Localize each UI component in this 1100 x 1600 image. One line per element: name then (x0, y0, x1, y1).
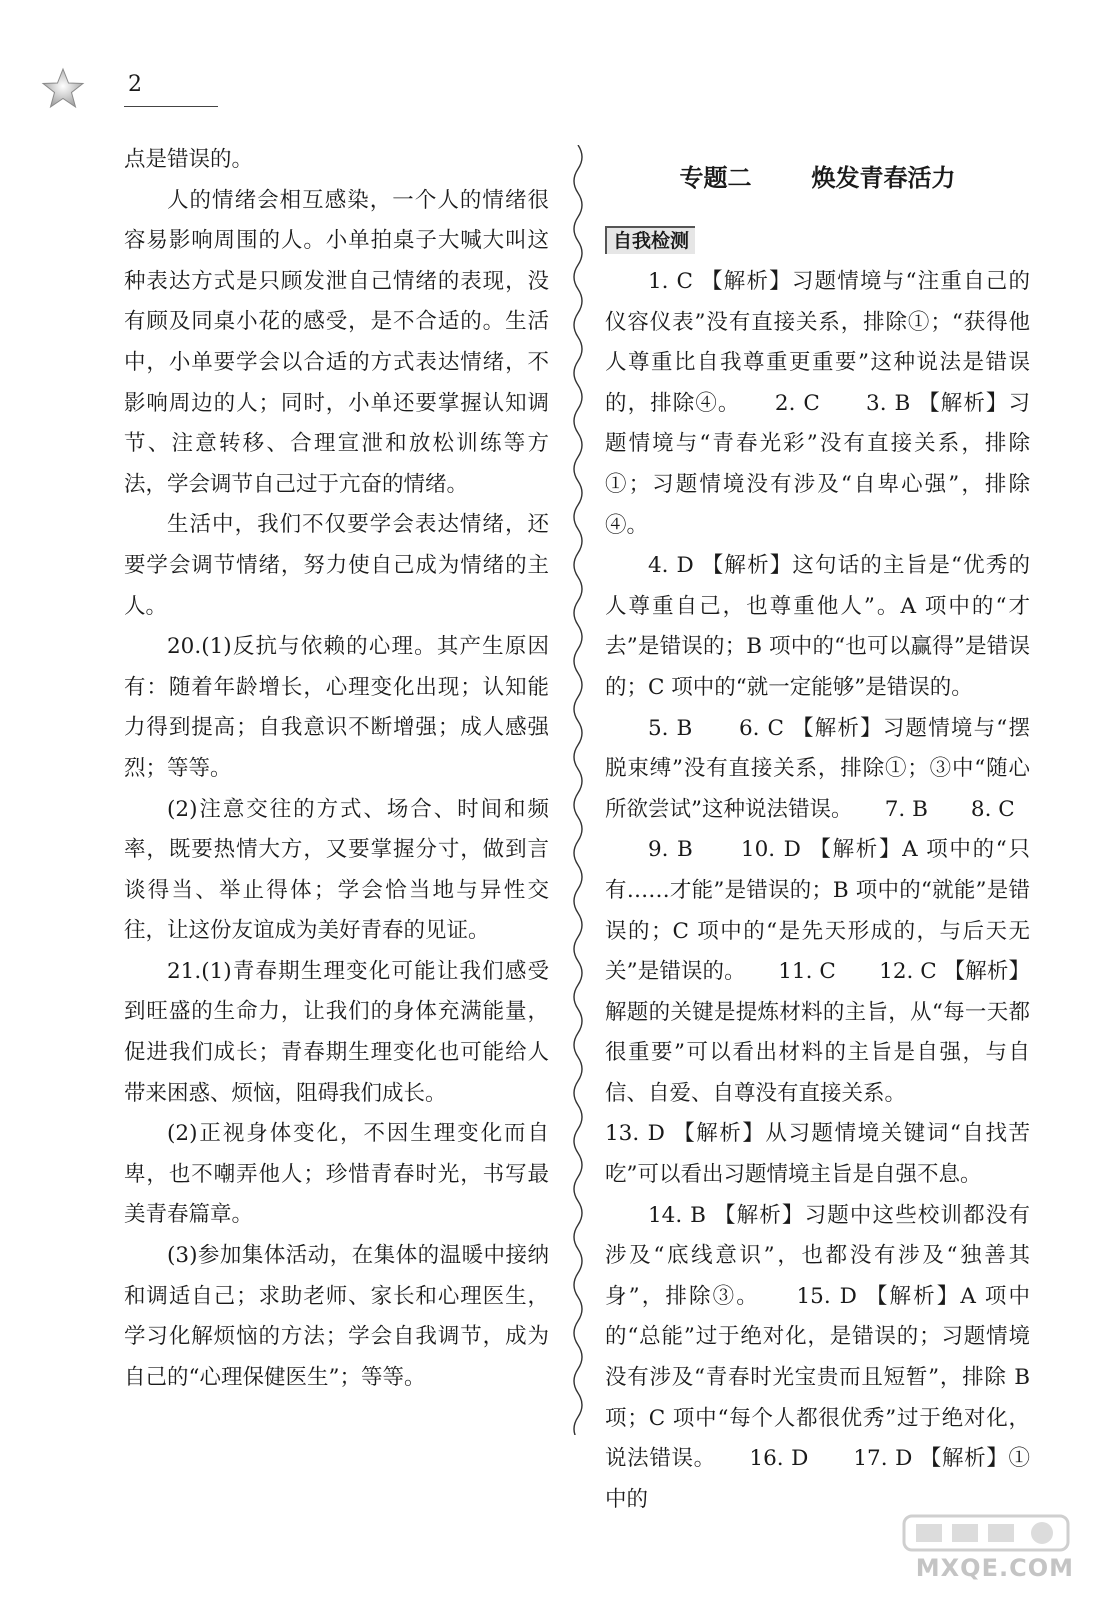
answer-paragraph: 4. D 【解析】这句话的主旨是“优秀的人尊重自己，也尊重他人”。A 项中的“才去”是错误的；B 项中的“也可以赢得”是错误的；C 项中的“就一定能够”是错误的。 (605, 553, 1030, 700)
paragraph: 点是错误的。 (124, 147, 254, 172)
page-header (40, 60, 180, 120)
paragraph: (3)参加集体活动，在集体的温暖中接纳和调适自己；求助老师、家长和心理医生，学习化解烦恼的方法；学会自我调节，成为自己的“心理保健医生”；等等。 (124, 1243, 549, 1390)
subheading: 自我检测 (605, 226, 695, 254)
header-rule (124, 106, 218, 107)
paragraph: (2)正视身体变化，不因生理变化而自卑，也不嘲弄他人；珍惜青春时光，书写最美青春篇章。 (124, 1121, 549, 1228)
column-divider (566, 145, 590, 1435)
paragraph: 生活中，我们不仅要学会表达情绪，还要学会调节情绪，努力使自己成为情绪的主人。 (124, 512, 549, 619)
section-title-part1: 专题二 (679, 164, 752, 192)
answer-paragraph: 9. B 10. D 【解析】A 项中的“只有……才能”是错误的；B 项中的“就能”是错误的；C 项中的“是先天形成的，与后天无关”是错误的。 11. C 12. C 【解析】解题的关键是提炼材料的主旨，从“每一天都很重要”可以看出材料的主旨是自强，与自信、自爱、自尊没有直接关系。 (605, 837, 1030, 1106)
page-number: 2 (128, 72, 142, 97)
section-title (605, 156, 1030, 208)
paragraph: 21.(1)青春期生理变化可能让我们感受到旺盛的生命力，让我们的身体充满能量，促进我们成长；青春期生理变化也可能给人带来困惑、烦恼，阻碍我们成长。 (124, 958, 549, 1106)
left-column (124, 140, 549, 1398)
answer-paragraph: 13. D 【解析】从习题情境关键词“自找苦吃”可以看出习题情境主旨是自强不息。 (605, 1121, 1030, 1188)
answer-paragraph: 14. B 【解析】习题中这些校训都没有涉及“底线意识”，也都没有涉及“独善其身”，排除③。 15. D 【解析】A 项中的“总能”过于绝对化，是错误的；习题情境没有涉及“青春时光宝贵而且短暂”，排除 B 项；C 项中“每个人都很优秀”过于绝对化，说法错误。 16. D 17. D 【解析】①中的 (605, 1202, 1030, 1512)
paragraph: 人的情绪会相互感染，一个人的情绪很容易影响周围的人。小单拍桌子大喊大叫这种表达方式是只顾发泄自己情绪的表现，没有顾及同桌小花的感受，是不合适的。生活中，小单要学会以合适的方式表达情绪，不影响周边的人；同时，小单还要掌握认知调节、注意转移、合理宣泄和放松训练等方法，学会调节自己过于亢奋的情绪。 (124, 187, 549, 497)
star-icon (40, 66, 86, 112)
paragraph: 20.(1)反抗与依赖的心理。其产生原因有：随着年龄增长，心理变化出现；认知能力得到提高；自我意识不断增强；成人感强烈；等等。 (124, 634, 549, 781)
watermark-text: MXQE.COM (915, 1554, 1074, 1582)
paragraph: (2)注意交往的方式、场合、时间和频率，既要热情大方，又要掌握分寸，做到言谈得当、举止得体；学会恰当地与异性交往，让这份友谊成为美好青春的见证。 (124, 796, 549, 944)
section-title-part2: 焕发青春活力 (811, 164, 956, 192)
answer-paragraph: 1. C 【解析】习题情境与“注重自己的仪容仪表”没有直接关系，排除①；“获得他人尊重比自我尊重更重要”这种说法是错误的，排除④。 2. C 3. B 【解析】习题情境与“青春光彩”没有直接关系，排除①；习题情境没有涉及“自卑心强”，排除④。 (605, 269, 1030, 538)
answer-paragraph: 5. B 6. C 【解析】习题情境与“摆脱束缚”没有直接关系，排除①；③中“随心所欲尝试”这种说法错误。 7. B 8. C (605, 715, 1030, 822)
right-column (605, 140, 1030, 1520)
